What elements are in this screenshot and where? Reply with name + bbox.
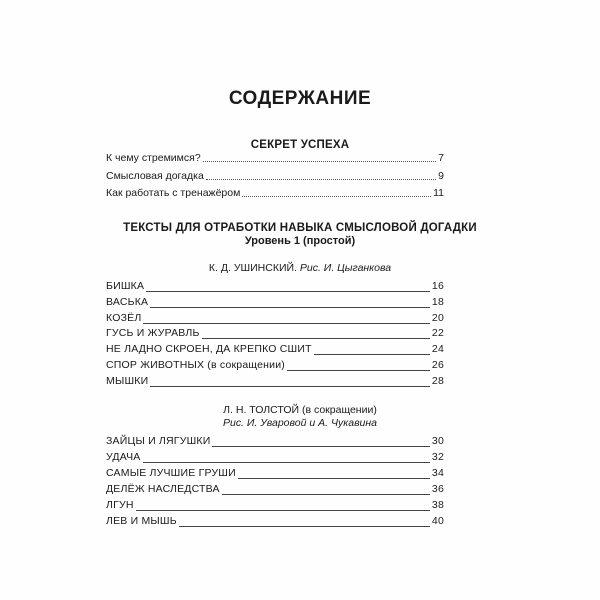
toc-entry-page: 24 — [431, 343, 444, 355]
illustrator-name: Рис. И. Уваровой и А. Чукавина — [222, 417, 378, 429]
toc-entry-label: ЗАЙЦЫ И ЛЯГУШКИ — [106, 435, 211, 447]
toc-entry-label: К чему стремимся? — [106, 152, 201, 164]
toc-entry-label: КОЗЁЛ — [106, 312, 142, 324]
toc-entry[interactable] — [106, 515, 444, 528]
toc-entry-label: ЛГУН — [106, 499, 134, 511]
toc-entry-label: САМЫЕ ЛУЧШИЕ ГРУШИ — [106, 467, 236, 479]
author-line — [0, 262, 600, 274]
toc-entry-label: Смысловая догадка — [106, 170, 204, 182]
section-heading-texts: ТЕКСТЫ ДЛЯ ОТРАБОТКИ НАВЫКА СМЫСЛОВОЙ ДОГАДКИ — [123, 222, 477, 234]
toc-entry[interactable] — [106, 375, 444, 388]
leader-line — [222, 494, 430, 495]
toc-entry-label: НЕ ЛАДНО СКРОЕН, ДА КРЕПКО СШИТ — [106, 343, 312, 355]
toc-entry[interactable] — [106, 499, 444, 512]
toc-entry-page: 38 — [431, 499, 444, 511]
toc-entry[interactable] — [106, 327, 444, 340]
toc-entry[interactable] — [106, 359, 444, 372]
leader-line — [146, 291, 430, 292]
toc-entry-page: 18 — [431, 296, 444, 308]
leader-line — [179, 526, 430, 527]
toc-entry[interactable] — [106, 435, 444, 448]
toc-entry[interactable] — [106, 451, 444, 464]
leader-line — [202, 338, 430, 339]
illustrator-name: Рис. И. Цыганкова — [299, 262, 392, 274]
illustrator-line — [0, 417, 600, 429]
leader-dots — [242, 196, 431, 197]
toc-entry-page: 26 — [431, 359, 444, 371]
toc-entry-label: ДЕЛЁЖ НАСЛЕДСТВА — [106, 483, 220, 495]
page-title: СОДЕРЖАНИЕ — [228, 88, 372, 109]
leader-line — [136, 510, 430, 511]
toc-entry[interactable] — [106, 152, 444, 165]
leader-line — [314, 354, 430, 355]
toc-entry-page: 7 — [438, 152, 444, 164]
toc-entry-page: 9 — [438, 170, 444, 182]
toc-entry-page: 22 — [431, 327, 444, 339]
toc-entry-label: УДАЧА — [106, 451, 141, 463]
level-heading: Уровень 1 (простой) — [244, 235, 356, 247]
toc-entry[interactable] — [106, 343, 444, 356]
toc-entry[interactable] — [106, 280, 444, 293]
toc-entry-label: ГУСЬ И ЖУРАВЛЬ — [106, 327, 200, 339]
toc-entry-label: ЛЕВ И МЫШЬ — [106, 515, 177, 527]
toc-entry-page: 16 — [431, 280, 444, 292]
leader-line — [150, 386, 430, 387]
leader-line — [212, 446, 429, 447]
toc-entry-label: Как работать с тренажёром — [106, 187, 241, 199]
leader-line — [143, 462, 430, 463]
toc-entry[interactable] — [106, 170, 444, 183]
toc-entry-page: 36 — [431, 483, 444, 495]
toc-entry-page: 34 — [431, 467, 444, 479]
toc-entry-label: СПОР ЖИВОТНЫХ (в сокращении) — [106, 359, 285, 371]
toc-entry-label: ВАСЬКА — [106, 296, 149, 308]
toc-entry[interactable] — [106, 187, 444, 200]
toc-entry[interactable] — [106, 467, 444, 480]
leader-line — [287, 370, 430, 371]
toc-entry-page: 30 — [431, 435, 444, 447]
toc-entry-label: МЫШКИ — [106, 375, 149, 387]
toc-entry-label: БИШКА — [106, 280, 145, 292]
toc-entry-page: 28 — [431, 375, 444, 387]
toc-entry[interactable] — [106, 312, 444, 325]
toc-entry-page: 11 — [433, 187, 444, 199]
toc-entry-page: 40 — [431, 515, 444, 527]
toc-entry-page: 20 — [431, 312, 444, 324]
leader-line — [150, 307, 430, 308]
author-name: К. Д. УШИНСКИЙ. — [208, 262, 297, 274]
toc-entry[interactable] — [106, 296, 444, 309]
author-line: Л. Н. ТОЛСТОЙ (в сокращении) — [223, 404, 377, 416]
leader-line — [238, 478, 430, 479]
toc-entry[interactable] — [106, 483, 444, 496]
toc-entry-page: 32 — [431, 451, 444, 463]
leader-line — [143, 323, 429, 324]
leader-dots — [203, 161, 436, 162]
section-heading-secret: СЕКРЕТ УСПЕХА — [250, 139, 350, 151]
leader-dots — [206, 179, 436, 180]
